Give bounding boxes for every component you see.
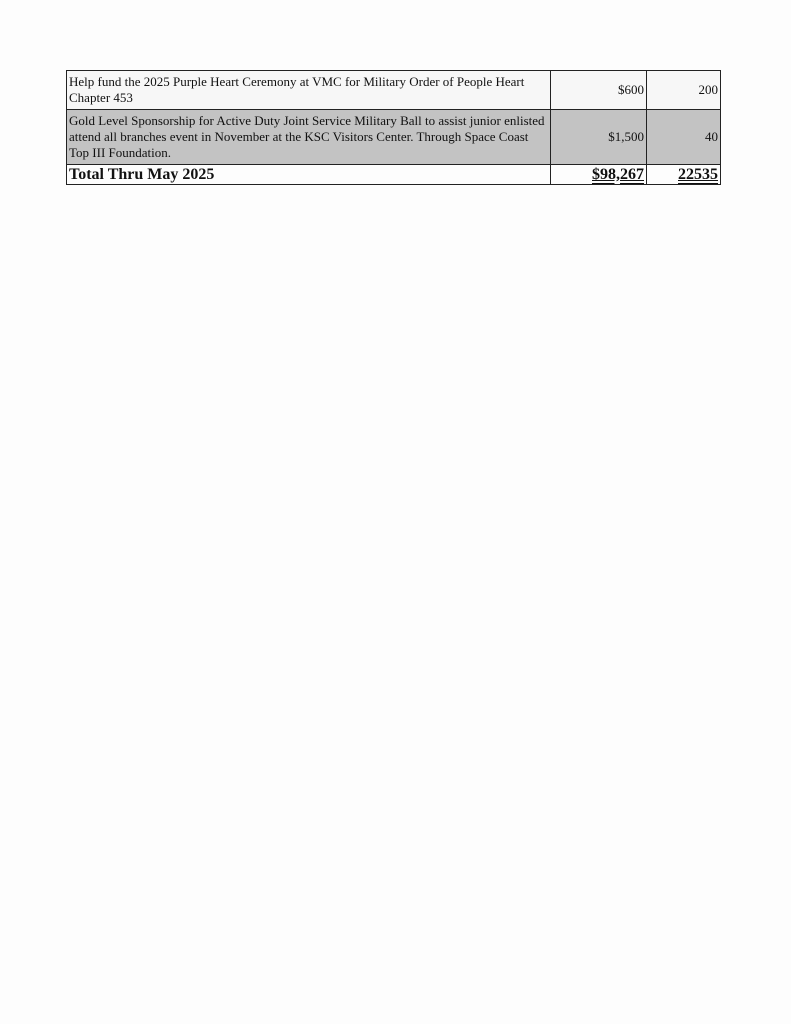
total-label: Total Thru May 2025 — [67, 165, 551, 185]
row-count: 40 — [647, 110, 721, 165]
row-count: 200 — [647, 71, 721, 110]
total-count-cell — [647, 165, 721, 185]
total-count: 22535 — [678, 166, 718, 183]
total-amount-cell — [551, 165, 647, 185]
total-amount: $98,267 — [592, 166, 644, 183]
total-row — [67, 165, 721, 185]
table-row — [67, 71, 721, 110]
row-description: Gold Level Sponsorship for Active Duty Joint Service Military Ball to assist junior enlisted attend all branches event in November at the KSC Visitors Center. Through Space Coast Top III Foundation. — [67, 110, 551, 165]
donation-table — [66, 70, 721, 185]
row-description: Help fund the 2025 Purple Heart Ceremony at VMC for Military Order of People Heart Chapter 453 — [67, 71, 551, 110]
row-amount: $1,500 — [551, 110, 647, 165]
row-amount: $600 — [551, 71, 647, 110]
table-row — [67, 110, 721, 165]
